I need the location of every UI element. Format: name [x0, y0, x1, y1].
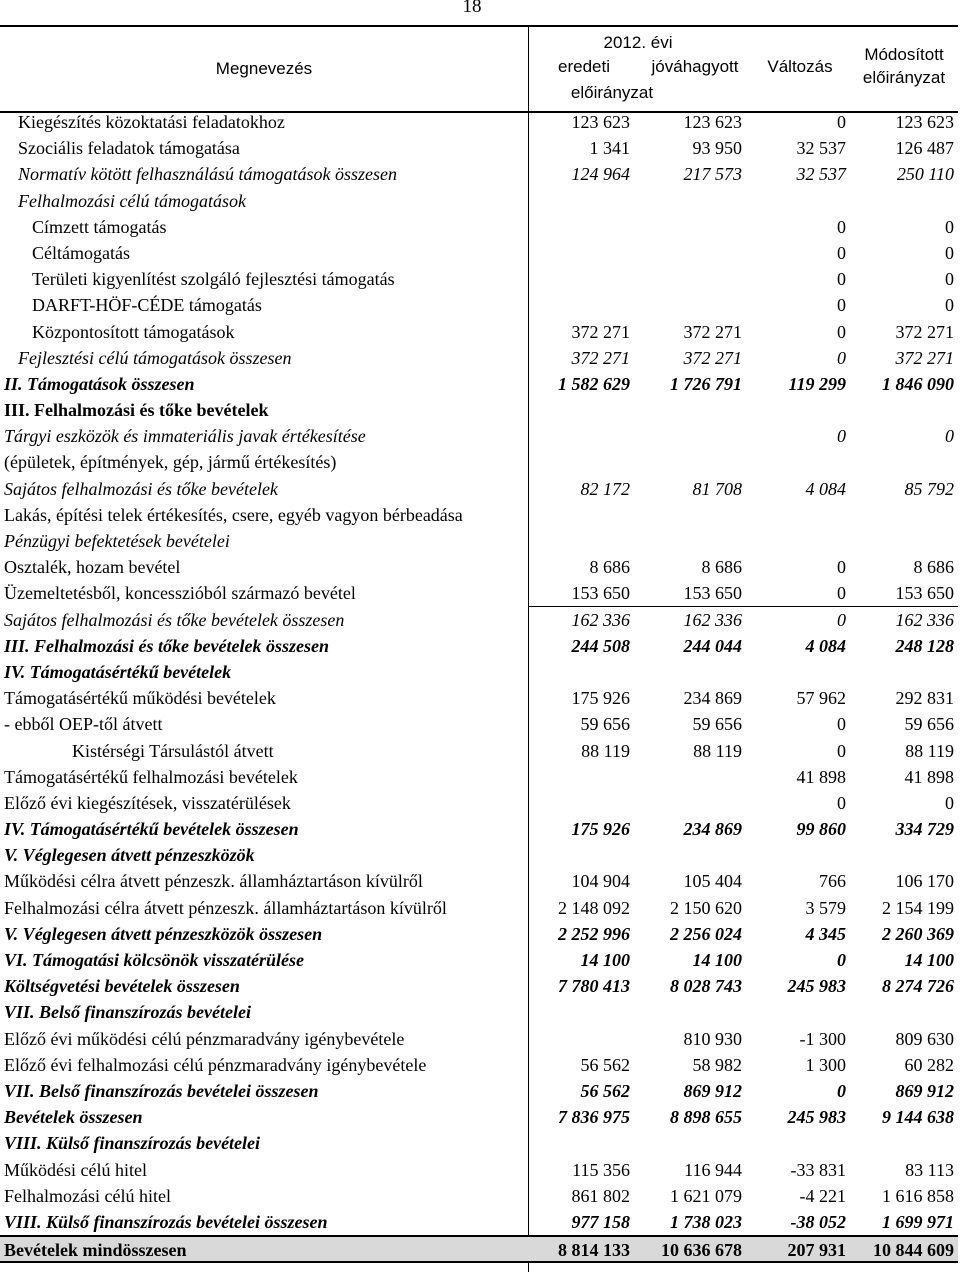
row-value: 244 508: [571, 635, 630, 656]
row-label: Támogatásértékű működési bevételek: [4, 688, 276, 709]
row-value: 57 962: [796, 688, 846, 709]
row-value: 372 271: [683, 321, 742, 342]
row-value: 0: [837, 321, 846, 342]
row-label: Lakás, építési telek értékesítés, csere, egyéb vagyon bérbeadása: [4, 504, 463, 525]
row-value: 861 802: [571, 1185, 630, 1206]
row-value: 0: [945, 295, 954, 316]
row-value: 1 738 023: [670, 1211, 742, 1232]
table-row: [0, 240, 958, 266]
row-value: 115 356: [572, 1159, 630, 1180]
row-value: [528, 659, 634, 685]
row-value: 1 341: [589, 138, 630, 159]
row-value: 1 699 971: [882, 1211, 954, 1232]
row-value: [746, 659, 850, 685]
row-value: 0: [837, 714, 846, 735]
row-label: III. Felhalmozási és tőke bevételek: [4, 400, 269, 421]
table-row: [0, 685, 958, 711]
row-value: 1 846 090: [882, 373, 954, 394]
row-label: Normatív kötött felhasználású támogatások összesen: [18, 164, 397, 185]
row-label: Üzemeltetésből, koncesszióból származó bevétel: [4, 583, 356, 604]
row-value: 8 686: [589, 557, 630, 578]
row-label: Előző évi működési célú pénzmaradvány igénybevétele: [4, 1028, 405, 1049]
row-value: [746, 999, 850, 1025]
row-value: [850, 502, 958, 528]
row-value: 4 345: [805, 923, 846, 944]
row-value: 162 336: [683, 609, 742, 630]
row-value: 809 630: [895, 1028, 954, 1049]
row-label: Felhalmozási célú támogatások: [18, 190, 246, 211]
header-approved: jóváhagyott: [651, 57, 739, 76]
row-value: 123 623: [683, 112, 742, 132]
table-row: [0, 528, 958, 554]
row-label: Területi kigyenlítést szolgáló fejlesztési támogatás: [32, 269, 395, 290]
row-value: 99 860: [796, 819, 846, 840]
row-value: [528, 266, 634, 292]
row-value: 0: [837, 950, 846, 970]
row-value: [850, 449, 958, 475]
row-value: 245 983: [787, 976, 846, 997]
table-row: [0, 999, 958, 1025]
row-value: [528, 240, 634, 266]
row-value: 0: [837, 347, 846, 368]
table-row: [0, 266, 958, 292]
row-value: 105 404: [683, 871, 742, 892]
row-value: 292 831: [895, 688, 954, 709]
table-row: [0, 292, 958, 318]
row-label: Tárgyi eszközök és immateriális javak értékesítése: [4, 426, 366, 447]
table-row: [0, 554, 958, 580]
row-label: Fejlesztési célú támogatások összesen: [18, 347, 292, 368]
row-value: 0: [837, 426, 846, 447]
table-row: [0, 711, 958, 737]
table-row: [0, 1052, 958, 1078]
row-value: 0: [837, 557, 846, 578]
row-value: 83 113: [905, 1159, 954, 1180]
row-value: 372 271: [895, 347, 954, 368]
row-value: 0: [945, 242, 954, 263]
row-value: 93 950: [692, 138, 742, 159]
row-value: 32 537: [796, 164, 846, 185]
table-row: [0, 109, 958, 135]
row-label: II. Támogatások összesen: [4, 373, 195, 394]
row-value: 41 898: [904, 766, 954, 787]
row-value: 162 336: [895, 609, 954, 630]
row-label: Céltámogatás: [32, 242, 130, 263]
row-value: [634, 188, 746, 214]
row-value: [528, 188, 634, 214]
table-row: [0, 1157, 958, 1183]
row-value: 14 100: [692, 950, 742, 970]
row-label: - ebből OEP-től átvett: [4, 714, 163, 735]
row-value: 4 084: [805, 635, 846, 656]
table-row: [0, 816, 958, 842]
row-label: Pénzügyi befektetések bevételei: [4, 531, 230, 551]
row-value: [634, 764, 746, 790]
row-value: 8 028 743: [670, 976, 742, 997]
table-row: [0, 580, 958, 606]
header-original: eredeti: [558, 57, 610, 76]
row-label: Működési célra átvett pénzeszk. államháztartáson kívülről: [4, 871, 423, 892]
row-label: Bevételek összesen: [4, 1107, 143, 1128]
row-label: V. Véglegesen átvett pénzeszközök összesen: [4, 923, 323, 944]
row-value: 372 271: [571, 321, 630, 342]
row-value: 0: [837, 112, 846, 132]
row-value: 248 128: [895, 635, 954, 656]
row-value: 106 170: [895, 871, 954, 892]
row-value: 0: [837, 216, 846, 237]
row-value: 869 912: [683, 1080, 742, 1101]
row-value: [528, 1026, 634, 1052]
table-row: [0, 1183, 958, 1209]
row-value: [634, 1130, 746, 1156]
table-row: [0, 895, 958, 921]
row-label: Sajátos felhalmozási és tőke bevételek összesen: [4, 609, 345, 630]
table-row: [0, 764, 958, 790]
row-value: 1 726 791: [670, 373, 742, 394]
row-value: [746, 397, 850, 423]
row-label: VIII. Külső finanszírozás bevételei összesen: [4, 1211, 328, 1232]
row-value: [634, 659, 746, 685]
table-row: [0, 1209, 958, 1235]
row-value: [528, 999, 634, 1025]
row-value: 0: [945, 216, 954, 237]
row-value: 8 686: [913, 557, 954, 578]
row-value: [634, 240, 746, 266]
row-value: 0: [945, 792, 954, 813]
table-row: [0, 842, 958, 868]
row-value: 85 792: [904, 478, 954, 499]
row-value: 59 656: [580, 714, 630, 735]
row-value: 81 708: [692, 478, 742, 499]
row-value: [850, 528, 958, 554]
row-value: [528, 1130, 634, 1156]
row-label: Kistérségi Társulástól átvett: [72, 740, 274, 761]
row-label: Osztalék, hozam bevétel: [4, 557, 181, 578]
row-value: [634, 449, 746, 475]
table-row: [0, 633, 958, 659]
row-value: 58 982: [692, 1054, 742, 1075]
row-value: 1 616 858: [882, 1185, 954, 1206]
row-value: [850, 397, 958, 423]
row-value: 0: [837, 609, 846, 630]
row-value: 1 300: [805, 1054, 846, 1075]
row-value: 250 110: [896, 164, 954, 185]
row-value: [634, 790, 746, 816]
row-value: [746, 502, 850, 528]
table-row: [0, 135, 958, 161]
row-label: VII. Belső finanszírozás bevételei összesen: [4, 1080, 319, 1101]
row-value: 372 271: [683, 347, 742, 368]
row-label: Címzett támogatás: [32, 216, 167, 237]
row-label: IV. Támogatásértékű bevételek: [4, 661, 232, 682]
row-value: 8 814 133: [558, 1240, 630, 1261]
row-value: [746, 842, 850, 868]
row-value: [850, 999, 958, 1025]
row-value: [528, 764, 634, 790]
row-label: Központosított támogatások: [32, 321, 235, 342]
row-value: [634, 999, 746, 1025]
table-row: [0, 1078, 958, 1104]
table-row: [0, 659, 958, 685]
row-value: [634, 214, 746, 240]
row-value: 124 964: [571, 164, 630, 185]
row-value: [746, 449, 850, 475]
row-value: 162 336: [571, 609, 630, 630]
row-value: 175 926: [571, 688, 630, 709]
row-label: VII. Belső finanszírozás bevételei: [4, 1002, 252, 1023]
row-value: 88 119: [693, 740, 742, 761]
row-value: 4 084: [805, 478, 846, 499]
table-row: [0, 371, 958, 397]
table-row: [0, 345, 958, 371]
table-row: [0, 1026, 958, 1052]
row-value: 1 582 629: [558, 373, 630, 394]
row-value: -38 052: [790, 1211, 846, 1232]
row-value: -33 831: [790, 1159, 846, 1180]
row-value: [850, 1130, 958, 1156]
header-modified: Módosított előirányzat: [862, 45, 946, 87]
row-value: 153 650: [634, 580, 746, 606]
table-row: [0, 161, 958, 187]
table-row: [0, 868, 958, 894]
row-value: 14 100: [904, 950, 954, 970]
row-value: [746, 528, 850, 554]
table-row: [0, 214, 958, 240]
row-value: 2 148 092: [558, 897, 630, 918]
table-body: [0, 109, 958, 1263]
row-value: 2 252 996: [558, 923, 630, 944]
row-label: VI. Támogatási kölcsönök visszatérülése: [4, 950, 305, 970]
row-value: 0: [837, 1080, 846, 1101]
table-header: [0, 25, 958, 113]
row-label: V. Véglegesen átvett pénzeszközök: [4, 845, 255, 866]
row-value: 334 729: [895, 819, 954, 840]
row-value: [528, 397, 634, 423]
row-value: 0: [945, 269, 954, 290]
row-value: 1 621 079: [670, 1185, 742, 1206]
row-value: 82 172: [580, 478, 630, 499]
row-value: 32 537: [796, 138, 846, 159]
table-row: [0, 502, 958, 528]
row-value: 869 912: [895, 1080, 954, 1101]
table-row: [0, 607, 958, 633]
table-row: [0, 1235, 958, 1263]
table-row: [0, 973, 958, 999]
row-value: 126 487: [895, 138, 954, 159]
row-value: [850, 842, 958, 868]
row-value: 234 869: [683, 819, 742, 840]
row-value: 0: [945, 426, 954, 447]
row-value: [528, 423, 634, 449]
row-value: 41 898: [796, 766, 846, 787]
row-value: 88 119: [905, 740, 954, 761]
row-value: 372 271: [895, 321, 954, 342]
row-label: Sajátos felhalmozási és tőke bevételek: [4, 478, 278, 499]
table-row: [0, 738, 958, 764]
row-label: Előző évi felhalmozási célú pénzmaradvány igénybevétele: [4, 1054, 427, 1075]
row-value: 8 898 655: [670, 1107, 742, 1128]
row-value: 9 144 638: [882, 1107, 954, 1128]
row-value: 7 780 413: [558, 976, 630, 997]
row-value: 10 844 609: [873, 1240, 954, 1261]
row-value: 2 154 199: [882, 897, 954, 918]
row-label: Szociális feladatok támogatása: [18, 138, 240, 159]
row-value: 0: [746, 580, 850, 606]
row-label: DARFT-HÖF-CÉDE támogatás: [32, 295, 262, 316]
row-value: 123 623: [571, 112, 630, 132]
row-value: [746, 1130, 850, 1156]
row-value: 7 836 975: [558, 1107, 630, 1128]
row-label: Bevételek mindösszesen: [4, 1240, 187, 1261]
row-value: 217 573: [683, 164, 742, 185]
row-value: 2 256 024: [670, 923, 742, 944]
row-value: 0: [837, 269, 846, 290]
table-row: [0, 449, 958, 475]
row-value: [634, 528, 746, 554]
table-row: [0, 1130, 958, 1156]
row-label: III. Felhalmozási és tőke bevételek összesen: [4, 635, 329, 656]
row-value: 123 623: [895, 112, 954, 132]
row-value: [634, 842, 746, 868]
row-value: 810 930: [683, 1028, 742, 1049]
row-value: 766: [819, 871, 846, 892]
row-value: [634, 292, 746, 318]
row-label: Támogatásértékű felhalmozási bevételek: [4, 766, 298, 787]
row-value: [634, 266, 746, 292]
row-value: 3 579: [805, 897, 846, 918]
row-value: 245 983: [787, 1107, 846, 1128]
table-row: [0, 397, 958, 423]
table-row: [0, 947, 958, 973]
row-label: Költségvetési bevételek összesen: [4, 976, 240, 997]
row-value: -1 300: [799, 1028, 846, 1049]
row-label: IV. Támogatásértékű bevételek összesen: [4, 819, 299, 840]
row-value: [850, 188, 958, 214]
row-value: 372 271: [571, 347, 630, 368]
row-value: 0: [837, 792, 846, 813]
header-year: 2012. évi: [603, 33, 673, 52]
row-value: 60 282: [904, 1054, 954, 1075]
row-value: 59 656: [904, 714, 954, 735]
table-row: [0, 319, 958, 345]
row-label: (épületek, építmények, gép, jármű értékesítés): [4, 452, 337, 473]
header-appropriation: előirányzat: [570, 83, 654, 102]
row-value: -4 221: [799, 1185, 846, 1206]
row-value: 56 562: [580, 1080, 630, 1101]
table-row: [0, 790, 958, 816]
row-value: 116 944: [684, 1159, 742, 1180]
row-value: 8 686: [701, 557, 742, 578]
page-number: 18: [462, 0, 482, 17]
row-value: 2 260 369: [882, 923, 954, 944]
row-value: [746, 188, 850, 214]
row-value: [634, 502, 746, 528]
row-value: [528, 502, 634, 528]
row-value: 0: [837, 242, 846, 263]
row-value: 207 931: [787, 1240, 846, 1261]
row-value: 88 119: [581, 740, 630, 761]
row-label: Felhalmozási célra átvett pénzeszk. államháztartáson kívülről: [4, 897, 447, 918]
row-label: Működési célú hitel: [4, 1159, 147, 1180]
row-value: [850, 659, 958, 685]
row-value: [528, 790, 634, 816]
row-value: [528, 842, 634, 868]
row-value: [528, 528, 634, 554]
row-value: 59 656: [692, 714, 742, 735]
row-label: Előző évi kiegészítések, visszatérülések: [4, 792, 291, 813]
row-value: 104 904: [571, 871, 630, 892]
header-name: Megnevezés: [215, 59, 313, 78]
row-value: 0: [837, 740, 846, 761]
row-value: 14 100: [580, 950, 630, 970]
row-value: 153 650: [850, 580, 958, 606]
table-row: [0, 423, 958, 449]
row-value: [528, 214, 634, 240]
row-value: 977 158: [571, 1211, 630, 1232]
row-value: 153 650: [528, 580, 634, 606]
table-row: [0, 921, 958, 947]
row-label: Felhalmozási célú hitel: [4, 1185, 171, 1206]
row-label: VIII. Külső finanszírozás bevételei: [4, 1133, 261, 1154]
row-value: [634, 397, 746, 423]
row-value: 2 150 620: [670, 897, 742, 918]
row-value: 8 274 726: [882, 976, 954, 997]
row-value: 234 869: [683, 688, 742, 709]
table-row: [0, 188, 958, 214]
table-row: [0, 1104, 958, 1130]
row-value: 0: [837, 295, 846, 316]
row-value: 10 636 678: [661, 1240, 742, 1261]
table-row: [0, 476, 958, 502]
row-value: 56 562: [580, 1054, 630, 1075]
row-value: 244 044: [683, 635, 742, 656]
header-change: Változás: [767, 57, 833, 76]
row-value: [528, 292, 634, 318]
row-value: [634, 423, 746, 449]
row-value: [528, 449, 634, 475]
row-value: 175 926: [571, 819, 630, 840]
row-label: Kiegészítés közoktatási feladatokhoz: [18, 112, 285, 132]
row-value: 119 299: [788, 373, 846, 394]
